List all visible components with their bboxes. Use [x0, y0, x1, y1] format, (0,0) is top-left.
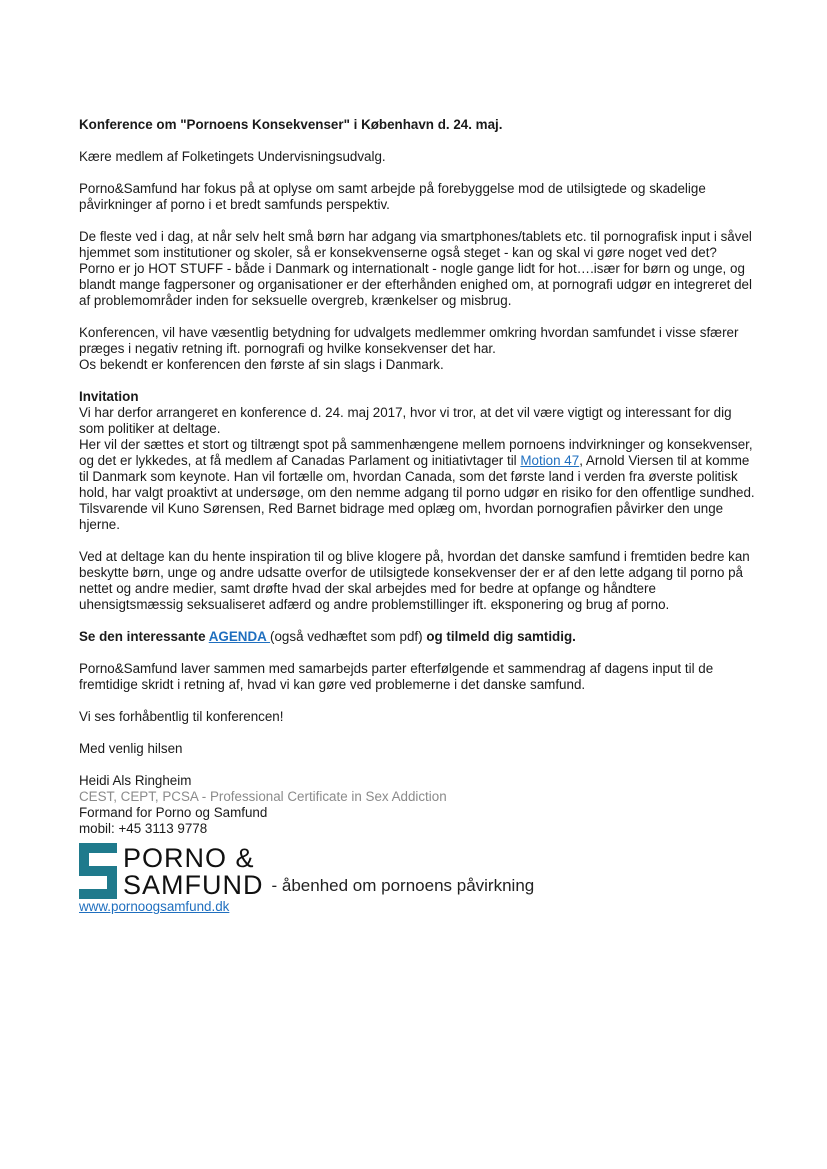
- agenda-text-mid: (også vedhæftet som pdf): [270, 629, 427, 644]
- paragraph-intro: Porno&Samfund har fokus på at oplyse om samt arbejde på forebyggelse mod de utilsigtede og skadelige påvirkninger af porno i et bredt samfunds perspektiv.: [79, 181, 706, 212]
- paragraph-conference-impact: Konferencen, vil have væsentlig betydning for udvalgets medlemmer omkring hvordan samfundet i visse sfærer præges i negativ retning ift. pornografi og hvilke konsekvenser det har.: [79, 325, 739, 356]
- logo-mark-icon: [79, 843, 117, 899]
- porno-samfund-logo: [79, 839, 759, 899]
- invitation-text-pre: Her vil der sættes et stort og tiltrængt spot på sammenhængene mellem pornoens indvirkninger og konsekvenser, og det er lykkedes, at få medlem af Canadas Parlament og initiativtager til: [79, 437, 753, 468]
- motion-47-link[interactable]: Motion 47: [520, 453, 580, 468]
- logo-line-2: SAMFUND: [123, 870, 264, 900]
- agenda-text-post: og tilmeld dig samtidig.: [426, 629, 576, 644]
- invitation-text-post: , Arnold Viersen til at komme til Danmark som keynote. Han vil fortælle om, hvordan Canada, som det første land i verden fra øverste politisk hold, har valgt proaktivt at undersøge, om den nemme adgang til porno udgør en risiko for den offentlige sundhed.: [79, 453, 755, 500]
- signature-phone: mobil: +45 3113 9778: [79, 821, 208, 836]
- signature-certificate: CEST, CEPT, PCSA - Professional Certificate in Sex Addiction: [79, 789, 447, 804]
- agenda-link[interactable]: AGENDA: [208, 629, 271, 644]
- greeting: Kære medlem af Folketingets Undervisningsudvalg.: [79, 149, 386, 164]
- closing: Med venlig hilsen: [79, 741, 183, 756]
- paragraph-inspiration: Ved at deltage kan du hente inspiration til og blive klogere på, hvordan det danske samfund i fremtiden bedre kan beskytte børn, unge og andre udsatte overfor de utilsigtede konsekvenser der er af den lette adgang til porno på nettet og andre medier, samt drøfte hvad der skal arbejdes med for bedre at opfange og håndtere uhensigtsmæssig seksualiseret adfærd og andre problemstillinger ift. eksponering og brug af porno.: [79, 549, 750, 612]
- website-link[interactable]: www.pornoogsamfund.dk: [79, 899, 230, 914]
- paragraph-hot-stuff: Porno er jo HOT STUFF - både i Danmark og internationalt - nogle gange lidt for hot….især for børn og unge, og blandt mange fagpersoner og organisationer er der efterhånden enighed om, at pornografi udgør en integreret del af problemområder inden for seksuelle overgreb, krænkelser og misbrug.: [79, 261, 752, 308]
- agenda-line: [79, 629, 759, 645]
- letter-title: Konference om "Pornoens Konsekvenser" i København d. 24. maj.: [79, 117, 503, 132]
- paragraph-access: De fleste ved i dag, at når selv helt små børn har adgang via smartphones/tablets etc. til pornografisk input i såvel hjemmet som institutioner og skoler, så er konsekvenserne også steget - kan og skal vi gøre noget ved det?: [79, 229, 752, 260]
- logo-tagline: - åbenhed om pornoens påvirkning: [271, 876, 535, 895]
- agenda-text-pre: Se den interessante: [79, 629, 209, 644]
- paragraph-summary: Porno&Samfund laver sammen med samarbejds parter efterfølgende et sammendrag af dagens input til de fremtidige skridt i retning af, hvad vi kan gøre ved problemerne i det danske samfund.: [79, 661, 714, 692]
- invitation-paragraph-2: [79, 437, 759, 501]
- logo-wordmark: [123, 845, 264, 899]
- logo-line-1: PORNO &: [123, 843, 255, 873]
- invitation-heading: Invitation: [79, 389, 139, 404]
- signature-role: Formand for Porno og Samfund: [79, 805, 268, 820]
- invitation-paragraph-1: Vi har derfor arrangeret en konference d. 24. maj 2017, hvor vi tror, at det vil være vigtigt og interessant for dig som politiker at deltage.: [79, 405, 732, 436]
- letter-body: [79, 117, 759, 915]
- paragraph-conference-first: Os bekendt er konferencen den første af sin slags i Danmark.: [79, 357, 444, 372]
- signature-name: Heidi Als Ringheim: [79, 773, 192, 788]
- paragraph-see-you: Vi ses forhåbentlig til konferencen!: [79, 709, 284, 724]
- invitation-paragraph-3: Tilsvarende vil Kuno Sørensen, Red Barnet bidrage med oplæg om, hvordan pornografien påvirker den unge hjerne.: [79, 501, 724, 532]
